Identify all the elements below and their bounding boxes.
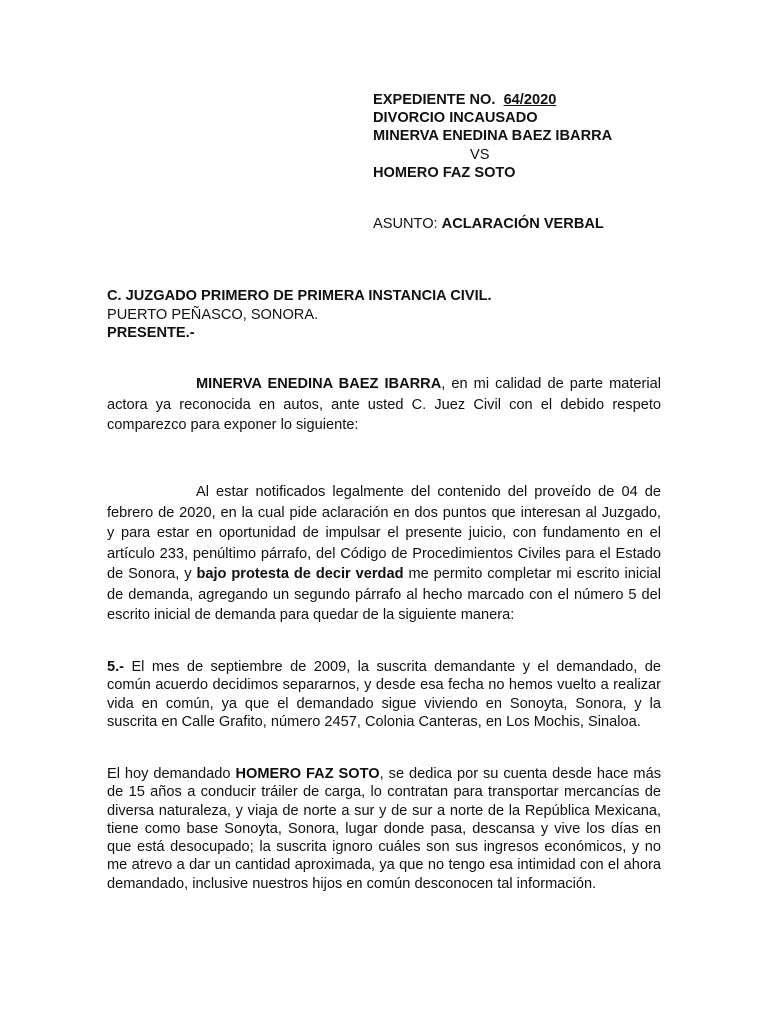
clarification-text-after: me permito completar mi escrito inicial de demanda, agregando un segundo párrafo al hecho marcado con el número 5 del escrito inicial de demanda para quedar de la siguiente manera: (107, 566, 661, 623)
court-name: C. JUZGADO PRIMERO DE PRIMERA INSTANCIA CIVIL. (107, 288, 492, 304)
subject-value: ACLARACIÓN VERBAL (441, 216, 604, 232)
court-location: PUERTO PEÑASCO, SONORA. (107, 306, 319, 323)
introduction-name: MINERVA ENEDINA BAEZ IBARRA (196, 376, 442, 392)
paragraph-clarification (107, 482, 661, 626)
plaintiff-name: MINERVA ENEDINA BAEZ IBARRA (373, 128, 613, 145)
expediente-line (373, 91, 612, 109)
defendant-info-name: HOMERO FAZ SOTO (235, 766, 380, 782)
subject-line (373, 216, 604, 232)
subject-label: ASUNTO: (373, 216, 438, 232)
expediente-label: EXPEDIENTE NO. (373, 92, 496, 108)
clarification-text-before: Al estar notificados legalmente del contenido del proveído de 04 de febrero de 2020, en la cual pide aclaración en dos puntos que interesan al Juzgado, y para estar en oportunidad de impulsar el presente juicio, con fundamento en el artículo 233, penúltimo párrafo, del Código de Procedimientos Civiles para el Estado de Sonora, y (107, 484, 661, 582)
case-header (373, 91, 612, 182)
paragraph-introduction (107, 374, 661, 436)
expediente-number: 64/2020 (503, 92, 557, 108)
addressee-block (107, 287, 492, 343)
defendant-name: HOMERO FAZ SOTO (373, 164, 516, 181)
paragraph-fact-5 (107, 658, 661, 731)
paragraph-defendant-info (107, 765, 661, 893)
clarification-bold-text: bajo protesta de decir verdad (196, 566, 404, 582)
defendant-info-text-before: El hoy demandado (107, 766, 236, 782)
fact-number: 5.- (107, 659, 125, 675)
presente-label: PRESENTE.- (107, 325, 195, 342)
fact-text: El mes de septiembre de 2009, la suscrita demandante y el demandado, de común acuerdo decidimos separarnos, y desde esa fecha no hemos vuelto a realizar vida en común, ya que el demandado sigue viviendo en Sonoyta, Sonora, y la suscrita en Calle Grafito, número 2457, Colonia Canteras, en Los Mochis, Sinaloa. (107, 659, 661, 730)
versus-label: VS (470, 146, 490, 163)
case-type: DIVORCIO INCAUSADO (373, 110, 538, 127)
defendant-info-text-after: , se dedica por su cuenta desde hace más de 15 años a conducir tráiler de carga, lo contratan para transportar mercancías de diversa naturaleza, y viaja de norte a sur y de sur a norte de la República Mexicana, tiene como base Sonoyta, Sonora, lugar donde pasa, descansa y vive los días en que está desocupado; la suscrita ignoro cuáles son sus ingresos económicos, y no me atrevo a dar un cantidad aproximada, ya que no tengo esa intimidad con el ahora demandado, inclusive nuestros hijos en común desconocen tal información. (107, 766, 661, 892)
introduction-text: , en mi calidad de parte material actora ya reconocida en autos, ante usted C. Juez Civil con el debido respeto comparezco para exponer lo siguiente: (107, 376, 661, 433)
